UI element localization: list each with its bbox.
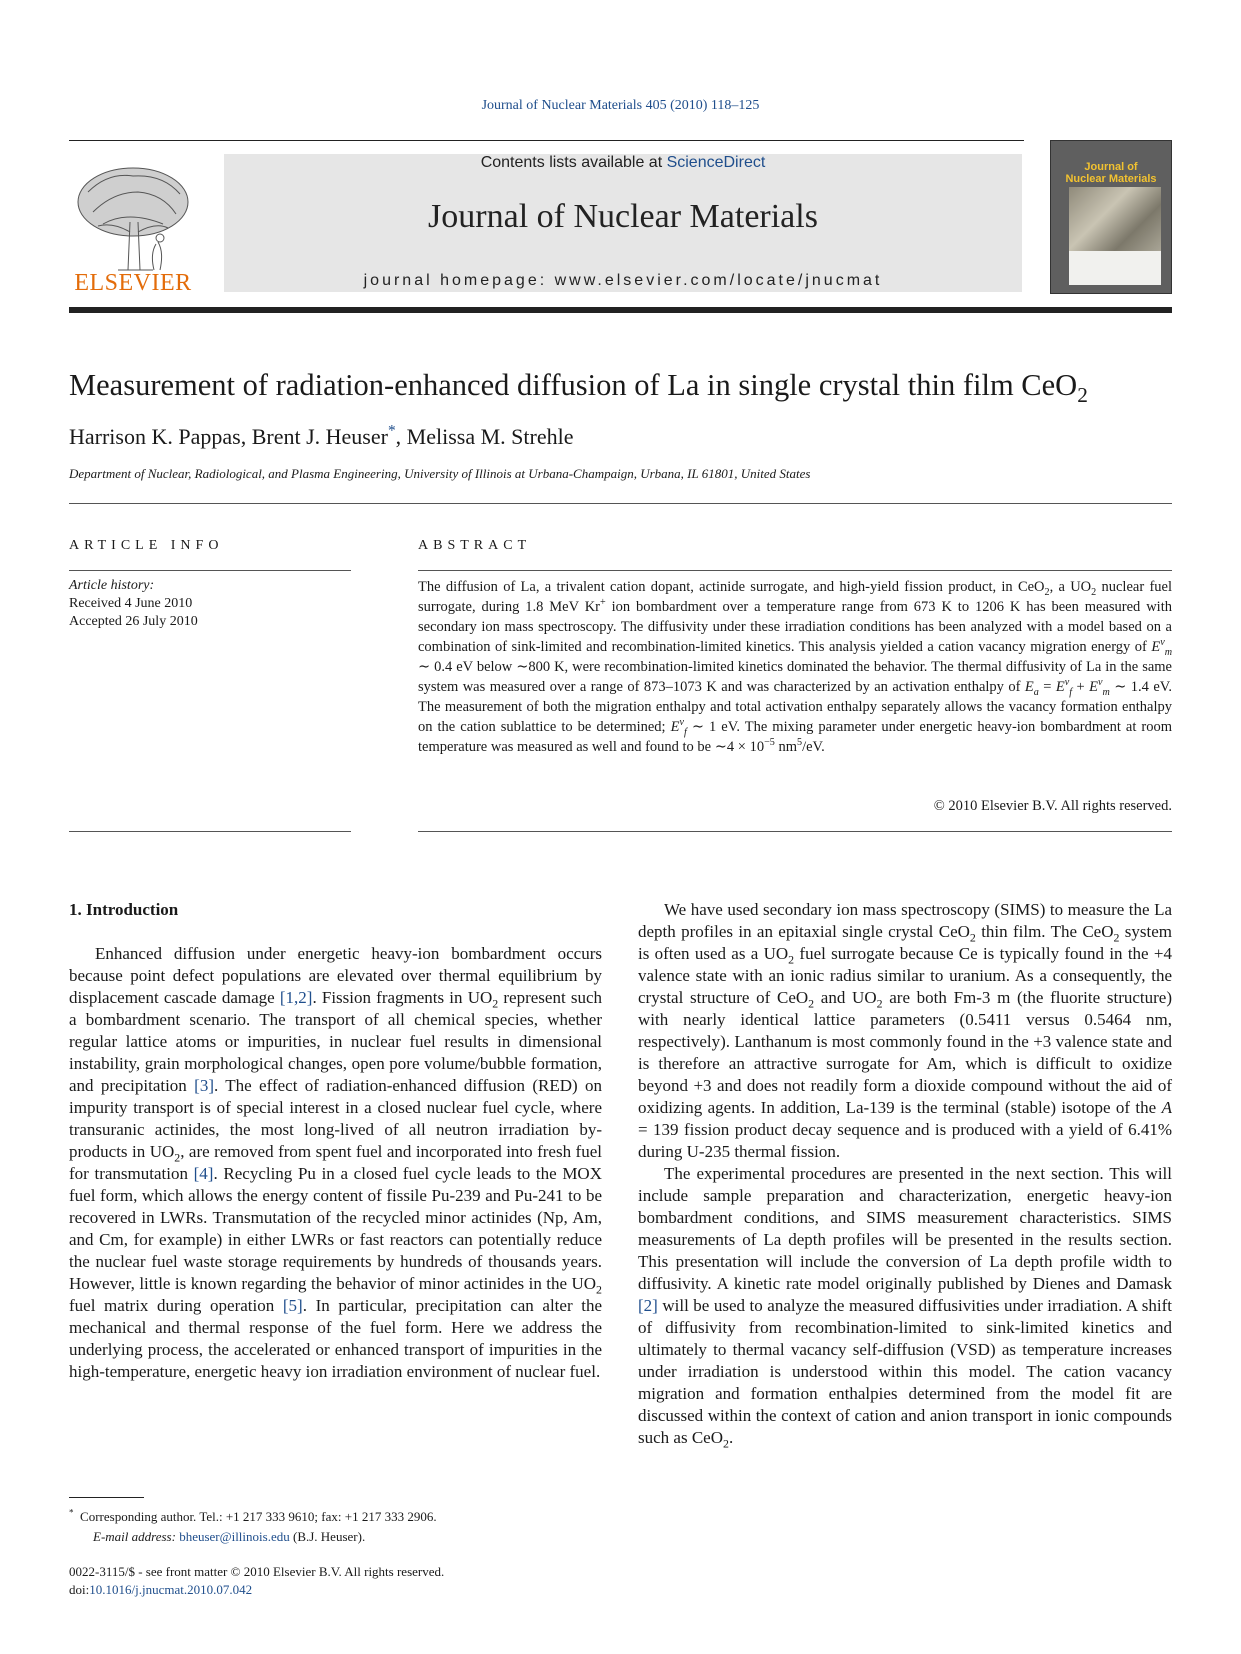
journal-title: Journal of Nuclear Materials (428, 198, 818, 235)
intro-paragraph-3: The experimental procedures are presented in the next section. This will include sample preparation and characterization, energetic heavy-ion bombardment conditions, and SIMS measurement characteristics. SIMS measurements of La depth profiles will be presented in the results section. This presentation will include the conversion of La depth profile width to diffusivity. A kinetic rate model originally published by Dienes and Damask [2] will be used to analyze the measured diffusivities under irradiation. A shift of diffusivity from recombination-limited to sink-limited kinetics and ultimately to thermal vacancy self-diffusion (VSD) as temperature increases under irradiation is understood within this model. The cation vacancy migration and formation enthalpies determined from the model fit are discussed within the context of cation and anion transport in ionic compounds such as CeO$_2$. (638, 1164, 1172, 1451)
abstract-text: The diffusion of La, a trivalent cation dopant, actinide surrogate, and high-yield fission product, in CeO$_2$, a $UO_2$ nuclear fuel surrogate, during 1.8 MeV Kr+ ion bombardment over a temperature range from 673 K to 1206 K has been measured with secondary ion mass spectroscopy. The diffusivity under these irradiation conditions has been analyzed with a model based on a combination of sink-limited and recombination-limited kinetics. This analysis yielded a cation vacancy migration energy of $E^v_m$ ∼ 0.4 eV below ∼800 K, were recombination-limited kinetics dominated the behavior. The thermal diffusivity of La in the same system was measured over a range of 873–1073 K and was characterized by an activation enthalpy of $E_a = E^v_f + E^v_m$ ∼ 1.4 eV. The measurement of both the migration enthalpy and total activation enthalpy separately allows the vacancy formation enthalpy on the cation sublattice to be determined; $E^v_f$ ∼ 1 eV. The mixing parameter under energetic heavy-ion bombardment at room temperature was measured as well and found to be ∼4 × $10^{-5}$ $nm^5/eV$. (418, 579, 1173, 755)
ref-1-2[interactable]: [1,2] (279, 988, 313, 1007)
journal-homepage[interactable]: journal homepage: www.elsevier.com/locate/jnucmat (363, 272, 883, 289)
intro-paragraph-2: We have used secondary ion mass spectroscopy (SIMS) to measure the La depth profiles in an epitaxial single crystal CeO$_2$ thin film. The CeO$_2$ system is often used as a $UO_2$ fuel surrogate because Ce is typically found in the +4 valence state with an ionic radius similar to uranium. As a consequently, the crystal structure of CeO$_2$ and $UO_2$ are both Fm-3 m (the fluorite structure) with nearly identical lattice parameters (0.5411 versus 0.5464 nm, respectively). Lanthanum is most commonly found in the +3 valence state and is therefore an attractive surrogate for Am, which is difficult to oxidize beyond +3 and does not readily form a dioxide compound without the aid of oxidizing agents. In addition, La-139 is the terminal (stable) isotope of the A = 139 fission product decay sequence and is produced with a yield of 6.41% during U-235 thermal fission. (638, 900, 1173, 1161)
footnote-mark: * (69, 1507, 74, 1518)
elsevier-wordmark: ELSEVIER (74, 270, 192, 296)
ref-3[interactable]: [3] (194, 1076, 214, 1095)
abstract-bottom-rule (418, 831, 1172, 832)
paper-title-subscript: 2 (1077, 383, 1088, 408)
ref-5[interactable]: [5] (282, 1296, 303, 1315)
footnote-email (69, 1527, 437, 1547)
footnote-corresponding (69, 1507, 437, 1527)
article-info-rule (69, 570, 351, 571)
sciencedirect-link[interactable]: ScienceDirect (666, 154, 766, 171)
journal-cover-thumbnail (1050, 140, 1172, 294)
received-date: Received 4 June 2010 (69, 596, 193, 611)
contents-line (224, 154, 1022, 172)
article-info-bottom-rule (69, 831, 351, 832)
history-label: Article history: (69, 578, 155, 593)
ref-2[interactable]: [2] (638, 1296, 658, 1315)
paper-title (69, 368, 1088, 408)
email-link[interactable]: bheuser@illinois.edu (179, 1529, 290, 1544)
ref-4[interactable]: [4] (193, 1164, 214, 1183)
doi-label: doi: (69, 1582, 90, 1597)
doi-line (69, 1581, 444, 1599)
cover-image (1069, 187, 1161, 251)
issn-line: 0022-3115/$ - see front matter © 2010 Elsevier B.V. All rights reserved. (69, 1564, 445, 1579)
right-column-body (638, 899, 1172, 1449)
journal-citation[interactable]: Journal of Nuclear Materials 405 (2010) 118–125 (481, 98, 760, 113)
left-column-body (69, 943, 602, 1383)
article-info-heading: ARTICLE INFO (69, 538, 224, 553)
cover-title-line1: Journal of (1084, 161, 1138, 173)
authors-first: Harrison K. Pappas, Brent J. Heuser (69, 424, 388, 449)
cover-title (1055, 161, 1167, 185)
cover-title-line2: Nuclear Materials (1065, 173, 1157, 185)
corresponding-author-mark[interactable]: * (387, 422, 396, 440)
affiliation: Department of Nuclear, Radiological, and Plasma Engineering, University of Illinois at Urbana-Champaign, Urbana, IL 61801, United States (69, 466, 811, 481)
front-matter (69, 1563, 444, 1599)
header-thick-rule (69, 307, 1172, 313)
intro-paragraph-1: Enhanced diffusion under energetic heavy-ion bombardment occurs because point defect populations are elevated over thermal equilibrium by displacement cascade damage [1,2]. Fission fragments in $UO_2$ represent such a bombardment scenario. The transport of all chemical species, whether regular lattice atoms or impurities, in nuclear fuel results in dimensional instability, grain morphological changes, open pore volume/bubble formation, and precipitation [3]. The effect of radiation-enhanced diffusion (RED) on impurity transport is of special interest in a closed nuclear fuel cycle, where transuranic actinides, the most long-lived of all neutron irradiation by-products in $UO_2$, are removed from spent fuel and incorporated into fresh fuel for transmutation [4]. Recycling Pu in a closed fuel cycle leads to the MOX fuel form, which allows the energy content of fissile Pu-239 and Pu-241 to be recovered in LWRs. Transmutation of the recycled minor actinides (Np, Am, and Cm, for example) in either LWRs or fast reactors can potentially reduce the nuclear fuel waste storage requirements by hundreds of thousands years. However, little is known regarding the behavior of minor actinides in the $UO_2$ fuel matrix during operation [5]. In particular, precipitation can alter the mechanical and thermal response of the fuel form. Here we address the underlying process, the accelerated or enhanced transport of impurities in the high-temperature, energetic heavy ion irradiation environment of nuclear fuel. (69, 944, 602, 1381)
abstract-heading: ABSTRACT (418, 538, 532, 553)
doi-link[interactable]: 10.1016/j.jnucmat.2010.07.042 (89, 1582, 253, 1597)
footnote-corresponding-text: Corresponding author. Tel.: +1 217 333 9610; fax: +1 217 333 2906. (80, 1509, 437, 1524)
email-label: E-mail address: (93, 1529, 180, 1544)
email-suffix: (B.J. Heuser). (289, 1529, 366, 1544)
abstract-copyright: © 2010 Elsevier B.V. All rights reserved. (933, 798, 1172, 814)
header-top-rule (69, 140, 1024, 141)
accepted-date: Accepted 26 July 2010 (69, 614, 198, 629)
introduction-heading: 1. Introduction (69, 900, 179, 919)
cover-bottom-panel (1069, 251, 1161, 285)
journal-banner (224, 154, 1022, 292)
authors-last: , Melissa M. Strehle (395, 424, 574, 449)
footnote-rule (69, 1497, 144, 1498)
article-history (69, 577, 198, 631)
contents-prefix: Contents lists available at (480, 154, 667, 171)
paper-title-text: Measurement of radiation-enhanced diffusion of La in single crystal thin film CeO (69, 368, 1078, 402)
author-list (69, 424, 573, 450)
footnote (69, 1507, 437, 1547)
abstract-rule (418, 570, 1172, 571)
affiliation-rule (69, 503, 1172, 504)
